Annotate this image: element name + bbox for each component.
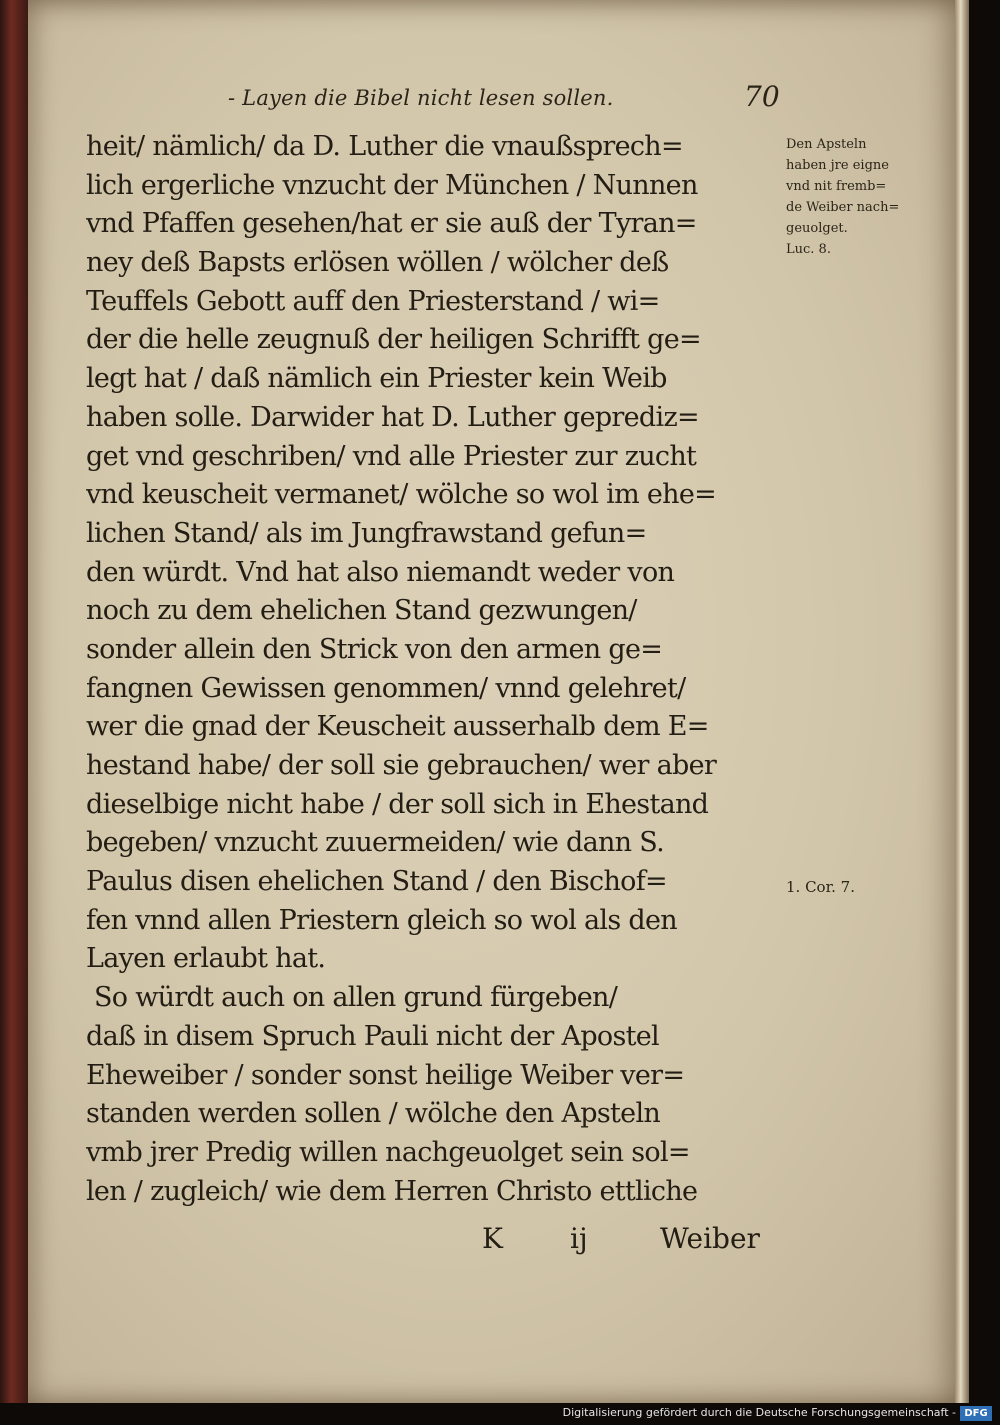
book-binding <box>0 0 28 1425</box>
text-line: haben solle. Darwider hat D. Luther geprediz= <box>86 401 699 433</box>
text-line: begeben/ vnzucht zuuermeiden/ wie dann S. <box>86 827 664 859</box>
signature-mark: K <box>482 1222 503 1255</box>
text-line: Eheweiber / sonder sonst heilige Weiber ver= <box>86 1059 685 1091</box>
text-line: Paulus disen ehelichen Stand / den Bischof= <box>86 866 667 898</box>
footer-bar <box>0 1403 1000 1425</box>
text-line: Teuffels Gebott auff den Priesterstand / wi= <box>86 285 660 317</box>
signature-number: ij <box>570 1222 588 1255</box>
text-line: legt hat / daß nämlich ein Priester kein Weib <box>86 363 667 395</box>
page-number: 70 <box>744 80 780 113</box>
text-line: wer die gnad der Keuscheit ausserhalb dem E= <box>86 711 709 743</box>
funding-notice: Digitalisierung gefördert durch die Deutsche Forschungsgemeinschaft - <box>562 1406 956 1419</box>
text-line: lichen Stand/ als im Jungfrawstand gefun= <box>86 517 647 549</box>
marginal-note-line: haben jre eigne <box>786 158 889 173</box>
marginal-note-line: Luc. 8. <box>786 242 831 257</box>
text-line: vmb jrer Predig willen nachgeuolget sein sol= <box>86 1136 690 1168</box>
text-line: Layen erlaubt hat. <box>86 943 326 975</box>
text-line: sonder allein den Strick von den armen ge= <box>86 633 663 665</box>
text-line: hestand habe/ der soll sie gebrauchen/ wer aber <box>86 750 717 781</box>
dfg-logo-icon: DFG <box>960 1406 992 1421</box>
text-line: heit/ nämlich/ da D. Luther die vnaußsprech= <box>86 131 683 162</box>
marginal-note-line: de Weiber nach= <box>786 200 900 215</box>
text-line: fen vnnd allen Priestern gleich so wol als den <box>86 904 677 936</box>
text-line: den würdt. Vnd hat also niemandt weder von <box>86 556 675 588</box>
catchword: Weiber <box>660 1222 760 1255</box>
marginal-note-apostles <box>786 134 956 260</box>
text-line: vnd keuscheit vermanet/ wölche so wol im ehe= <box>86 479 717 511</box>
marginal-note-line: vnd nit fremb= <box>786 179 887 194</box>
text-line: dieselbige nicht habe / der soll sich in Ehestand <box>86 788 709 820</box>
text-line: get vnd geschriben/ vnd alle Priester zur zucht <box>86 440 697 472</box>
text-line: len / zugleich/ wie dem Herren Christo ettliche <box>86 1175 698 1207</box>
text-line: vnd Pfaffen gesehen/hat er sie auß der Tyran= <box>86 208 697 240</box>
marginal-note-corinthians: 1. Cor. 7. <box>786 878 855 896</box>
text-line: So würdt auch on allen grund fürgeben/ <box>94 982 618 1014</box>
text-line: ney deß Bapsts erlösen wöllen / wölcher deß <box>86 247 669 279</box>
running-head: - Layen die Bibel nicht lesen sollen. <box>228 86 614 110</box>
text-line: noch zu dem ehelichen Stand gezwungen/ <box>86 595 637 627</box>
marginal-note-line: geuolget. <box>786 221 848 236</box>
text-line: daß in disem Spruch Pauli nicht der Apostel <box>86 1020 659 1052</box>
text-line: lich ergerliche vnzucht der München / Nunnen <box>86 169 698 201</box>
signature-line <box>470 1222 790 1266</box>
page-header <box>0 80 1000 126</box>
marginal-note-line: Den Apsteln <box>786 137 867 152</box>
text-line: standen werden sollen / wölche den Apsteln <box>86 1098 661 1130</box>
text-line: der die helle zeugnuß der heiligen Schrifft ge= <box>86 324 701 356</box>
page-edge <box>955 0 969 1405</box>
text-line: fangnen Gewissen genommen/ vnnd gelehret/ <box>86 672 686 704</box>
body-text <box>86 128 796 1211</box>
